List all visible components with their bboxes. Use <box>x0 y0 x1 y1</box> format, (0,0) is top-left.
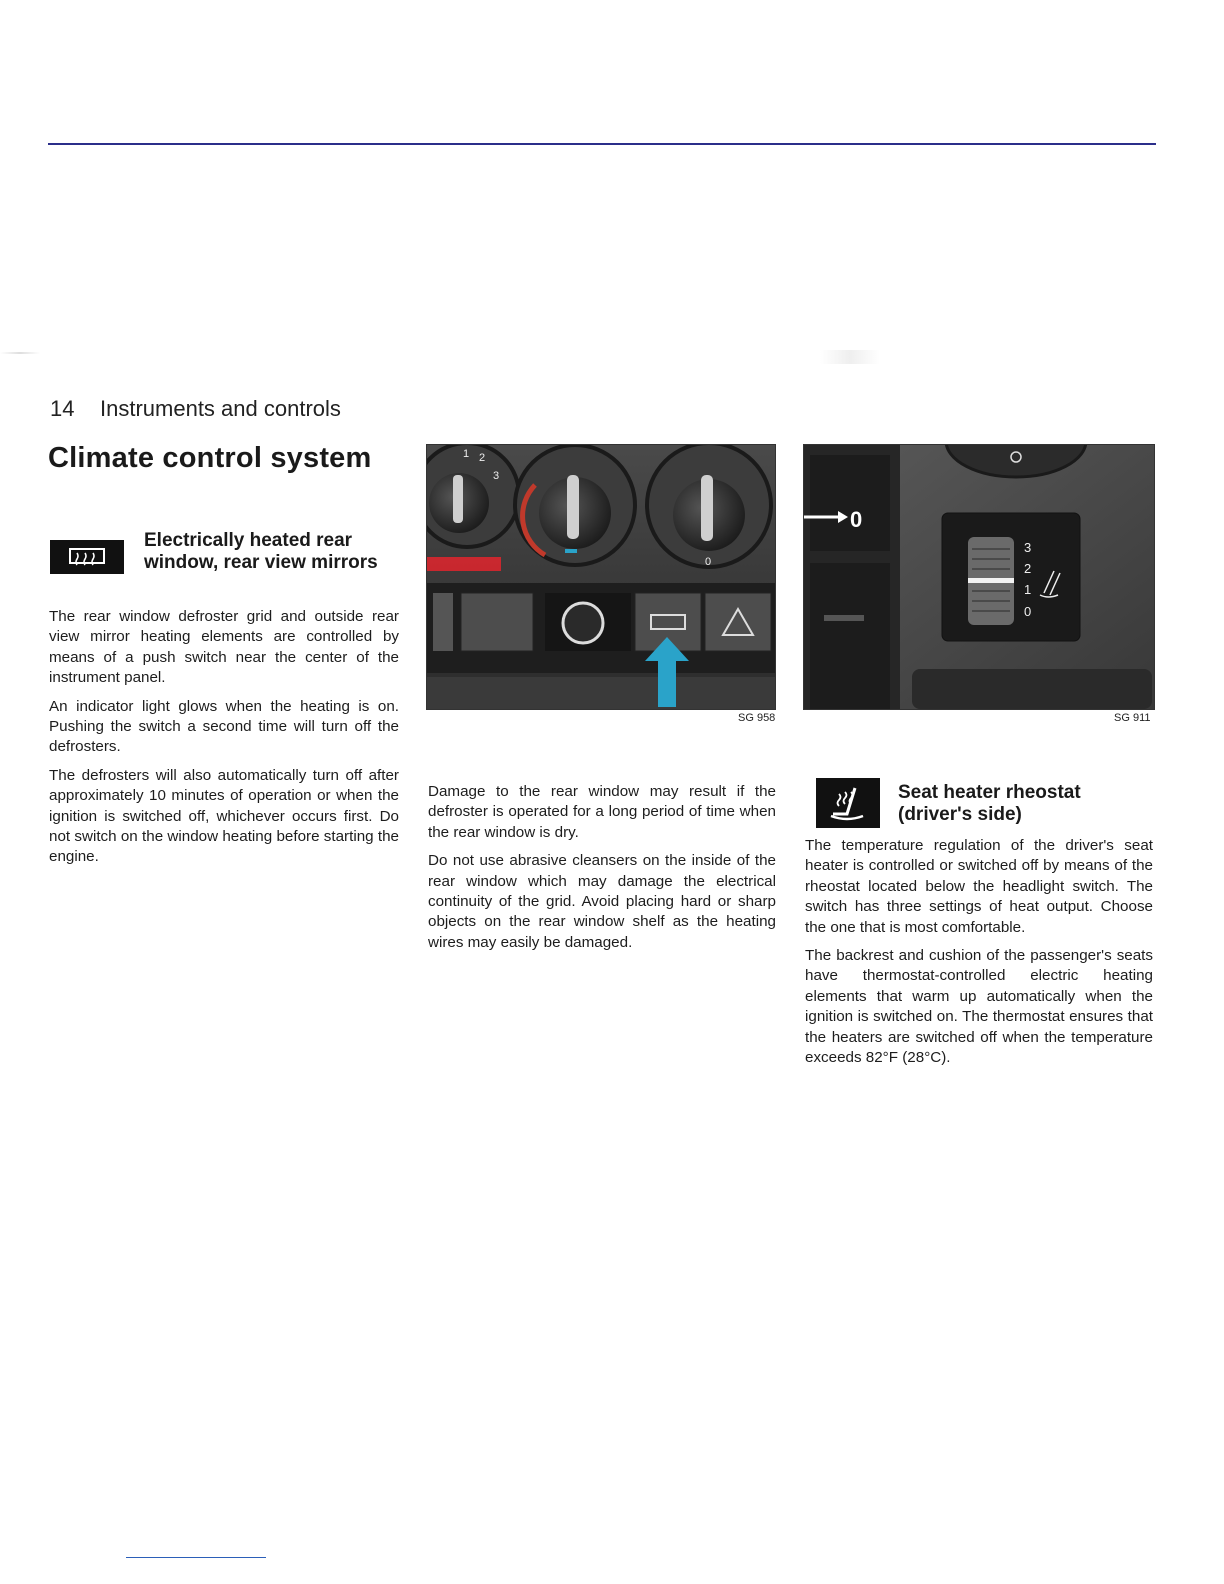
section-name: Instruments and controls <box>100 396 341 421</box>
rear-defroster-icon <box>50 540 124 574</box>
fan-mark: 2 <box>479 452 486 464</box>
rheostat-photo <box>803 444 1155 710</box>
dial-mark: 0 <box>705 556 712 568</box>
paragraph: The defrosters will also automatically turn off after approximately 10 minutes of operation or when the ignition is switched off, whichever occurs first. Do not switch on the window heating before starting the engine. <box>49 766 399 866</box>
figure-caption: SG 958 <box>738 712 776 724</box>
scan-mark <box>0 352 40 354</box>
paragraph: The temperature regulation of the driver's seat heater is controlled or switched off by means of the rheostat located below the headlight switch. The switch has three settings of heat output. Choose the one that is most comfortable. <box>805 837 1153 936</box>
scan-smudge <box>820 350 880 364</box>
figure-caption: SG 911 <box>1114 712 1151 724</box>
rear-window-heading: Electrically heated rear window, rear view mirrors <box>144 530 378 573</box>
setting-mark: 2 <box>1024 561 1032 576</box>
setting-mark: 3 <box>1024 540 1032 555</box>
scan-line <box>126 1557 266 1558</box>
seat-heater-heading: Seat heater rheostat (driver's side) <box>898 782 1081 825</box>
climate-panel-photo <box>426 444 776 710</box>
paragraph: Damage to the rear window may result if the defroster is operated for a long period of time when the rear window is dry. <box>428 783 776 841</box>
seat-heater-text <box>805 836 1153 1076</box>
headlight-mark: 0 <box>850 507 863 532</box>
paragraph: The backrest and cushion of the passenger's seats have thermostat-controlled electric heating elements that warm up automatically when the ignition is switched on. The thermostat ensures that the heaters are switched off when the temperature exceeds 82°F (28°C). <box>805 947 1153 1067</box>
page-number: 14 <box>50 396 75 421</box>
rear-window-caution-text <box>428 782 776 961</box>
fan-mark: 1 <box>463 448 470 460</box>
paragraph: The rear window defroster grid and outside rear view mirror heating elements are controlled by means of a push switch near the center of the instrument panel. <box>49 608 399 687</box>
paragraph: An indicator light glows when the heating is on. Pushing the switch a second time will turn off the defrosters. <box>49 697 399 756</box>
header-rule <box>48 143 1156 145</box>
fan-mark: 3 <box>493 470 500 482</box>
rear-window-text <box>49 607 399 876</box>
page-title: Climate control system <box>48 442 372 474</box>
setting-mark: 0 <box>1024 604 1032 619</box>
setting-mark: 1 <box>1024 582 1032 597</box>
seat-heater-icon <box>816 778 880 828</box>
paragraph: Do not use abrasive cleansers on the inside of the rear window which may damage the electrical continuity of the grid. Avoid placing hard or sharp objects on the rear window shelf as the heating wires may easily be damaged. <box>428 852 776 951</box>
